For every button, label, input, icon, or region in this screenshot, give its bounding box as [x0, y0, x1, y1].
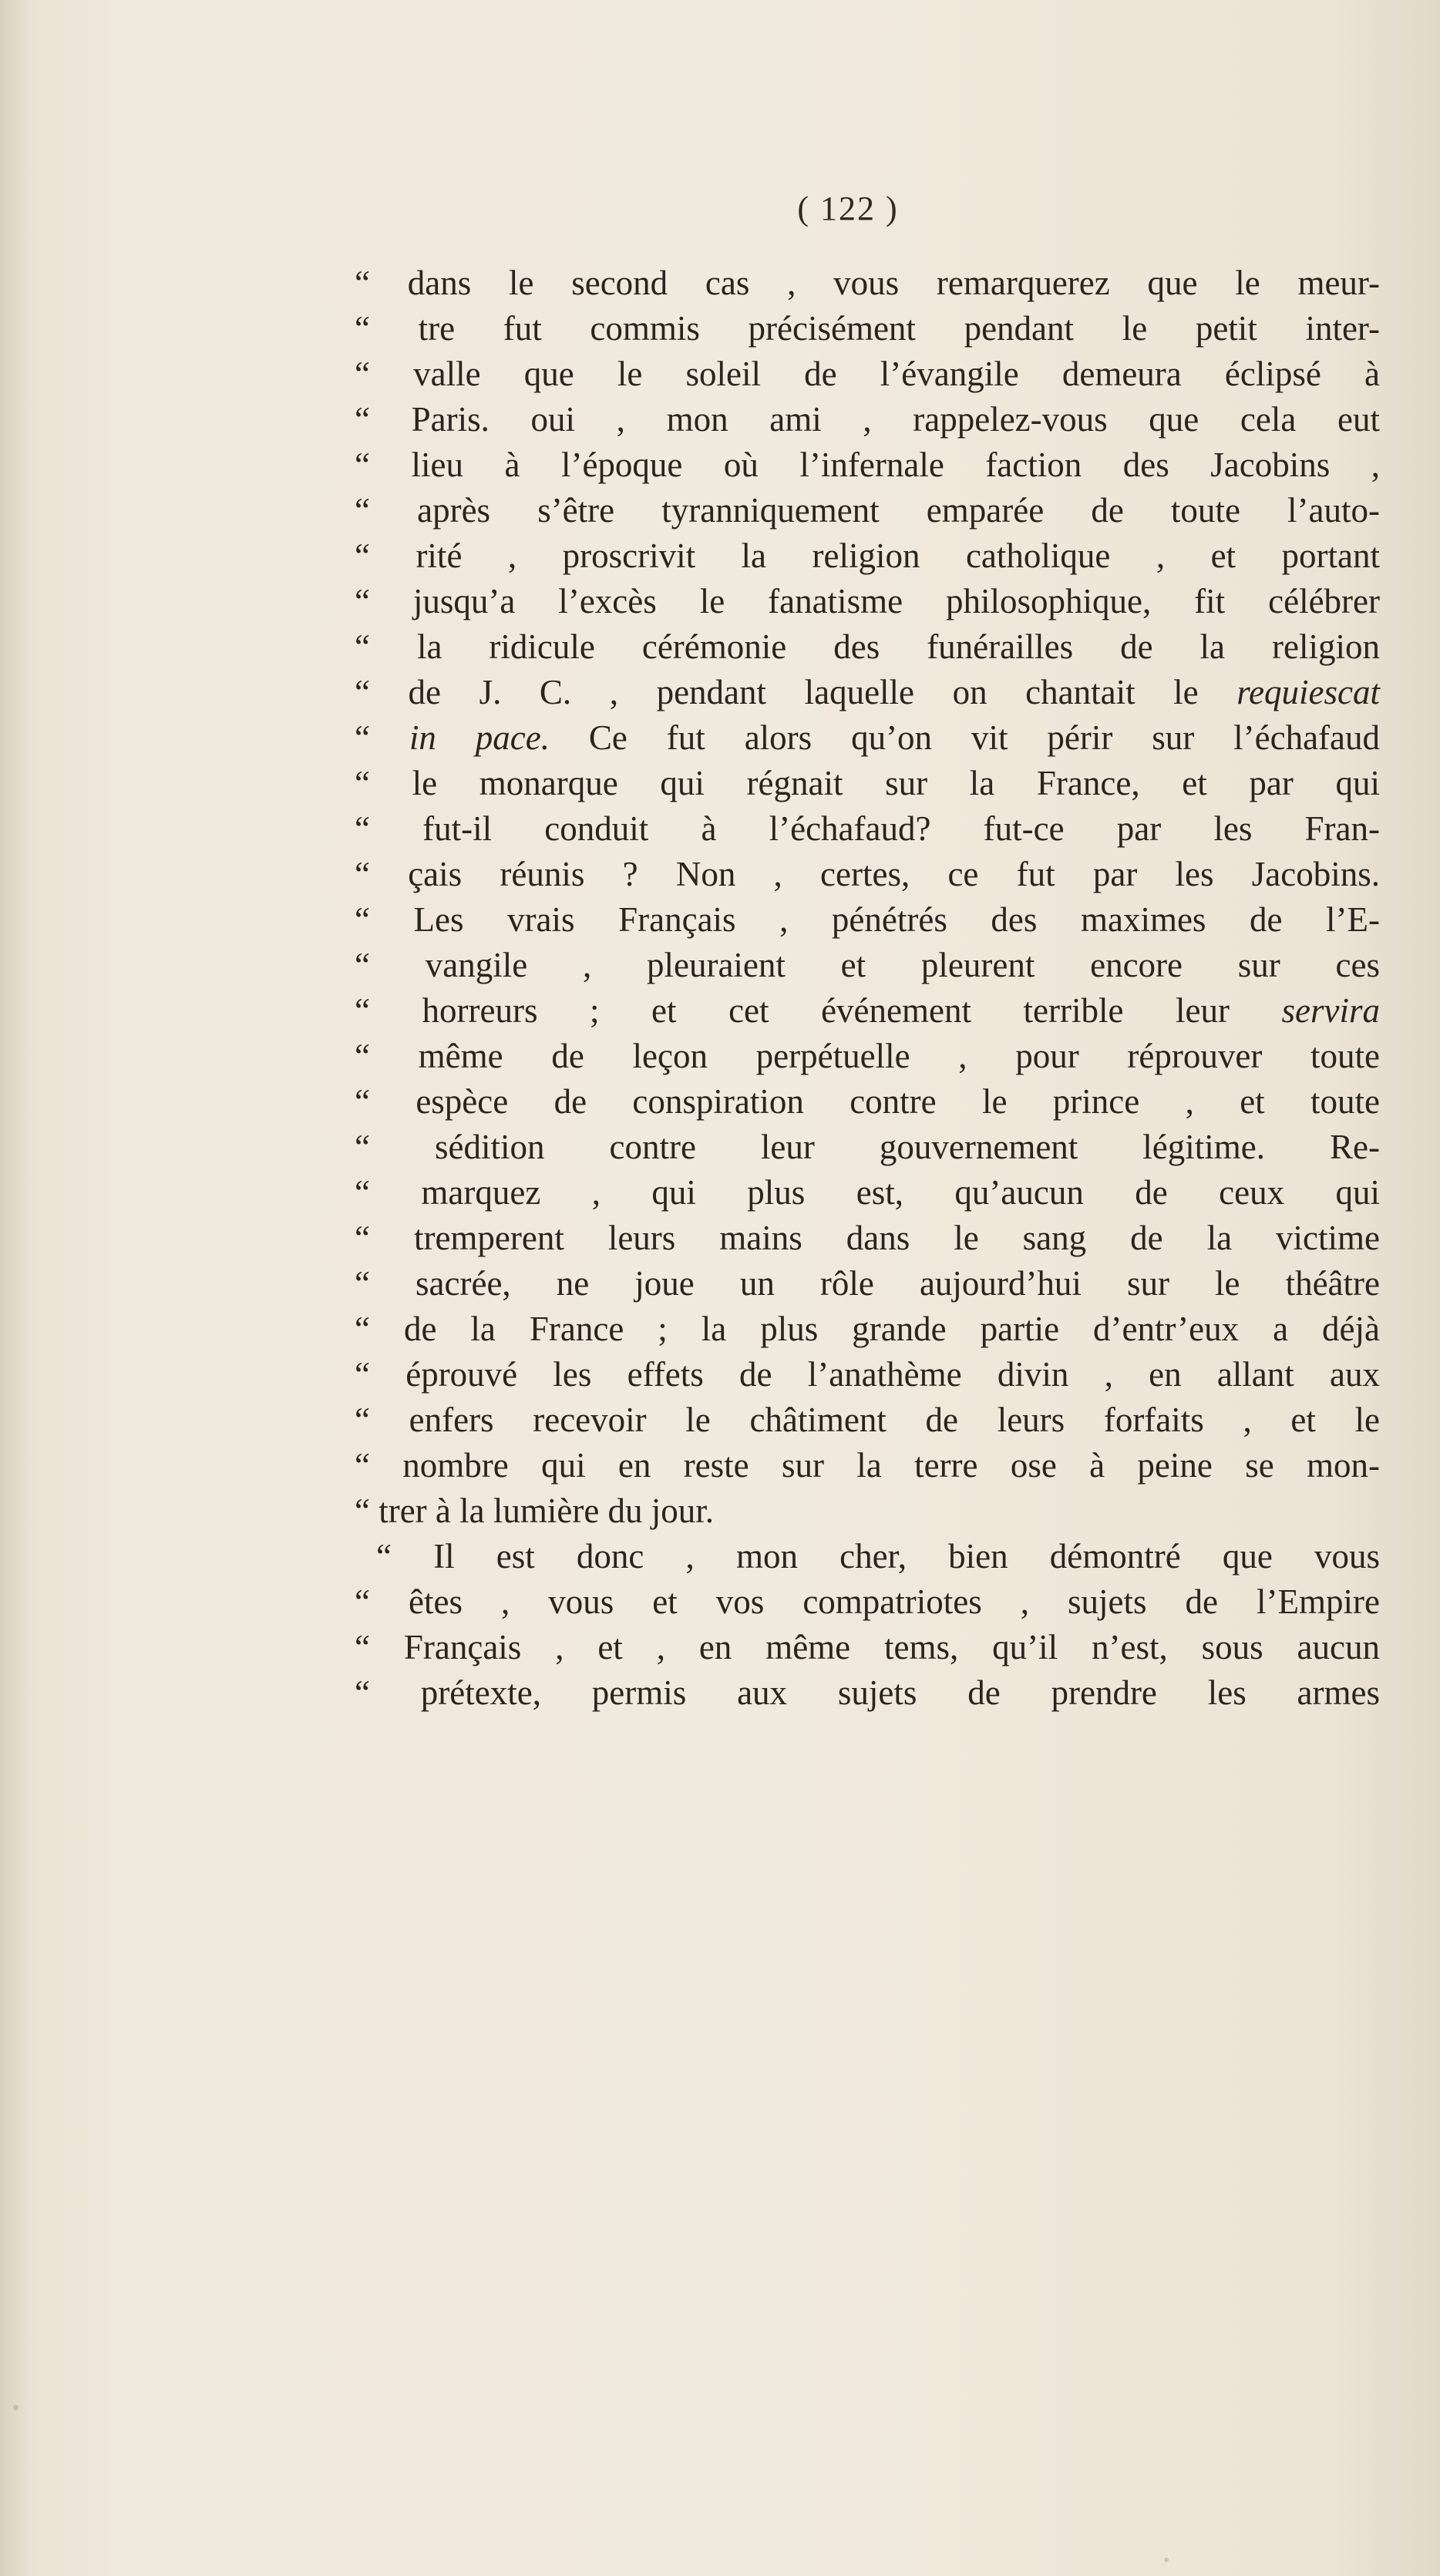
- text-line-paragraph-start: “ Il est donc , mon cher, bien démontré que vous: [376, 1537, 1380, 1576]
- body-text: [355, 261, 1380, 1716]
- text-line: “ rité , proscrivit la religion catholique , et portant: [355, 536, 1380, 575]
- text-line: “ après s’être tyranniquement emparée de toute l’auto-: [355, 491, 1380, 530]
- text-line: “ sédition contre leur gouvernement légitime. Re-: [355, 1128, 1380, 1166]
- text-line: “ marquez , qui plus est, qu’aucun de ceux qui: [355, 1173, 1380, 1212]
- text-line: “ Les vrais Français , pénétrés des maximes de l’E-: [355, 900, 1380, 939]
- ink-speck: [1164, 2558, 1169, 2562]
- text-line: “ de la France ; la plus grande partie d’entr’eux a déjà: [355, 1310, 1380, 1348]
- text-line: “ la ridicule cérémonie des funérailles de la religion: [355, 627, 1380, 666]
- text-line: “ prétexte, permis aux sujets de prendre les armes: [355, 1673, 1380, 1712]
- page-number: ( 122 ): [797, 190, 899, 227]
- text-line: “ in pace. Ce fut alors qu’on vit périr sur l’échafaud: [355, 718, 1380, 757]
- text-line: “ de J. C. , pendant laquelle on chantait le requiescat: [355, 673, 1380, 711]
- text-line: “ tremperent leurs mains dans le sang de la victime: [355, 1219, 1380, 1257]
- text-line: “ horreurs ; et cet événement terrible leur servira: [355, 991, 1380, 1030]
- text-line: “ çais réunis ? Non , certes, ce fut par les Jacobins.: [355, 855, 1380, 893]
- text-line: “ le monarque qui régnait sur la France, et par qui: [355, 764, 1380, 802]
- text-line: “ éprouvé les effets de l’anathème divin , en allant aux: [355, 1355, 1380, 1394]
- text-line: “ tre fut commis précisément pendant le petit inter-: [355, 309, 1380, 348]
- text-line: “ sacrée, ne joue un rôle aujourd’hui sur le théâtre: [355, 1264, 1380, 1303]
- latin-phrase: requiescat: [1236, 673, 1380, 711]
- latin-phrase: servira: [1281, 991, 1380, 1030]
- page-edge-shadow: [0, 0, 31, 2576]
- text-line: “ valle que le soleil de l’évangile demeura éclipsé à: [355, 355, 1380, 393]
- text-line: “ espèce de conspiration contre le prince , et toute: [355, 1082, 1380, 1121]
- text-line: “ enfers recevoir le châtiment de leurs forfaits , et le: [355, 1401, 1380, 1439]
- text-line: “ dans le second cas , vous remarquerez que le meur-: [355, 264, 1380, 302]
- text-line: “ lieu à l’époque où l’infernale faction des Jacobins ,: [355, 446, 1380, 484]
- text-line: “ nombre qui en reste sur la terre ose à peine se mon-: [355, 1446, 1380, 1485]
- text-line: “ fut-il conduit à l’échafaud? fut-ce par les Fran-: [355, 809, 1380, 848]
- text-line: “ Français , et , en même tems, qu’il n’est, sous aucun: [355, 1628, 1380, 1666]
- text-line: “ vangile , pleuraient et pleurent encore sur ces: [355, 946, 1380, 984]
- text-line-paragraph-end: “ trer à la lumière du jour.: [355, 1491, 715, 1530]
- text-line: “ Paris. oui , mon ami , rappelez-vous que cela eut: [355, 400, 1380, 439]
- text-line: “ même de leçon perpétuelle , pour réprouver toute: [355, 1037, 1380, 1075]
- latin-phrase: in pace.: [409, 718, 550, 757]
- ink-speck: [13, 2405, 19, 2410]
- text-line: “ jusqu’a l’excès le fanatisme philosophique, fit célébrer: [355, 582, 1380, 620]
- text-line: “ êtes , vous et vos compatriotes , sujets de l’Empire: [355, 1582, 1380, 1621]
